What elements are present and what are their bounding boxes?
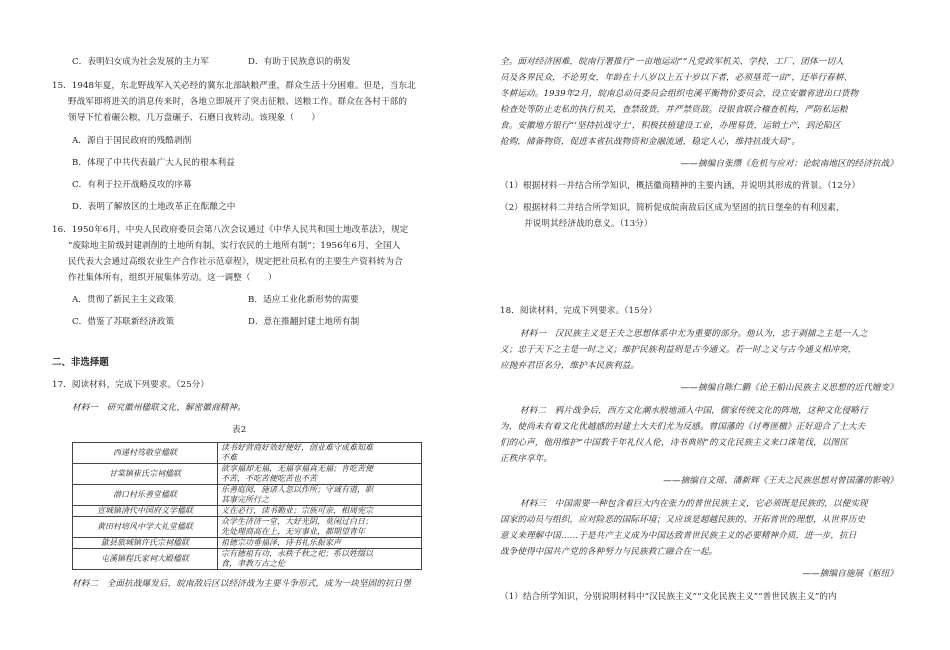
table-row (73, 549, 422, 570)
m2-line4: 检查处等防止走私的执行机关，查禁敌货，并严禁资敌。设银食联合稽查机构，严防私运粮 (500, 105, 848, 115)
cell-line: 欲享福却无福，无福享福真无福；肯吃苦便 (221, 464, 373, 473)
q15-option-d: D．表明了解放区的土地改革正在酝酿之中 (72, 202, 236, 212)
q14-option-d: D．有助于民族意识的萌发 (248, 57, 351, 67)
q16-stem-line3: 民代表大会通过高级农业生产合作社示范章程》，规定把社员私有的主要生产资料转为合 (68, 257, 403, 267)
table-cell-text (218, 517, 422, 538)
table-row (73, 517, 422, 538)
cell-line: 不苦，不吃苦便吃苦也不苦 (221, 474, 317, 483)
cell-line: 食，聿教万古之伦 (221, 559, 285, 568)
table-cell-name: 黄田村培风中学大礼堂楹联 (73, 517, 218, 538)
m2-line5: 食。安徽地方银行“‘坚持抗战守土’，积极扶植建设工业，办理易货，运销土产，到沦陷区 (500, 121, 841, 131)
m2-line3: 冬耕运动。1939年2月，皖南总动员委员会组织屯溪平衡物价委员会，设立安徽省进出口货物 (500, 89, 859, 99)
cell-line: 先处理商高在上，无穷事业，都期望青年 (221, 527, 365, 536)
table-cell-text: 祖德宗功垂福泽，诗书礼乐振家声 (218, 538, 422, 549)
table-cell-text (218, 485, 422, 506)
table-cell-name: 宣城镇清代中国府义学楹联 (73, 506, 218, 517)
q18-m2-line2: 为，使尚未有着文化优越感的封建士大夫们尤为反感。曾国藩的《讨粤匪檄》正好迎合了士大夫 (500, 422, 866, 432)
table-cell-name: 潜口村乐善堂楹联 (73, 485, 218, 506)
table-cell-text (218, 464, 422, 485)
q18-sub1: （1）结合所学知识，分别说明材料中“汉民族主义”“文化民族主义”“普世民族主义”的内 (500, 592, 837, 602)
cell-line: 其事完所行之 (221, 495, 269, 504)
q18-m3-line3: 意义来理解中国……于是共产主义成为中国达致普世民族主义的必要精神介质，进一步，抗日 (500, 531, 857, 541)
q14-option-c: C．表明妇女成为社会发展的主力军 (72, 57, 210, 67)
table-cell-text (218, 549, 422, 570)
q17-sub1: （1）根据材料一并结合所学知识，概括徽商精神的主要内涵，并说明其形成的背景。（12分） (500, 181, 861, 191)
q16-option-b: B．适应工业化新形势的需要 (248, 295, 359, 305)
table-cell-name: 歙县旅城镇许氏宗祠楹联 (73, 538, 218, 549)
m2-source: ——摘编自张缵《危机与应对：论皖南地区的经济抗战》 (680, 159, 898, 169)
q18-m2-line4: 正秩序享年。 (500, 454, 553, 464)
table-cell-name: 甘棠镇崔氏宗祠楹联 (73, 464, 218, 485)
q16-stem-line1: 16．1950年6月，中央人民政府委员会第八次会议通过《中华人民共和国土地改革法》，规定 (52, 225, 409, 235)
q16-stem-line4: 作社集体所有，组织开展集体劳动。这一调整（ ） (68, 273, 277, 283)
m2-line1: 全。面对经济困难，皖南行署推行“一亩地运动”“凡党政军机关、学校、工厂、团体一切人 (500, 57, 844, 67)
table-row (73, 538, 422, 549)
cell-line: 众学生济济一堂，大好光阴，莫闲过白日； (221, 517, 373, 526)
q18-m3-line2: 国家的动员与组织，应对险恶的国际环境；又应该是超越民族的、开拓普世的理想，从世界历史 (500, 515, 866, 525)
q15-option-c: C．有利于拉开战略反攻的序幕 (72, 180, 192, 190)
cell-line: 乐善庭阅，施诸人忽以作所；守诚有道，职 (221, 485, 373, 494)
q18-m3-line1: 材料三 中国需要一种包含着巨大内在张力的普世民族主义，它必须既是民族的，以便实现 (520, 499, 868, 509)
m2-line2: 员及各界民众，不论男女，年龄在十八岁以上五十岁以下者，必须垦荒一亩”，还举行春耕、 (500, 73, 853, 83)
q17-sub2-line2: 并说明其经济战的意义。（13分） (524, 219, 653, 229)
q18-m2-line3: 们的心声，他用维护“中国数千年礼仪人伦，诗书典则”的文化民族主义来口诛笔伐，以图匡 (500, 438, 849, 448)
q17-material1: 材料一 研究徽州楹联文化，解密徽商精神。 (72, 403, 246, 413)
q15-option-b: B．体现了中共代表最广大人民的根本利益 (72, 158, 235, 168)
q15-stem-line3: 领导下忙着碾公粮，几万盘碾子、石磨日夜转动。该现象（ ） (68, 113, 321, 123)
table-cell-name: 屯溪镇程氏家祠大殿楹联 (73, 549, 218, 570)
table-cell-text: 义在必行，读书勤业；宗族可亲，相周宪宗 (218, 506, 422, 517)
table-caption: 表2 (232, 425, 247, 435)
q17-material2-start: 材料二 全面抗战爆发后，皖南敌后区以经济战为主要斗争形式，成为一块坚固的抗日堡 (72, 579, 412, 589)
table-row (73, 464, 422, 485)
q16-stem-line2: “废除地主阶级封建剥削的土地所有制，实行农民的土地所有制”；1956年6月，全国人 (68, 241, 401, 251)
table-row (73, 443, 422, 464)
q18-m2-line1: 材料二 鸦片战争后，西方文化潮水般地涌入中国，儒家传统文化的阵地，这种文化侵略行 (520, 406, 868, 416)
q16-option-c: C．借鉴了苏联新经济政策 (72, 317, 175, 327)
q18-m3-line4: 战争使得中国共产党的各种努力与民族救亡融合在一起。 (500, 547, 718, 557)
table-row (73, 485, 422, 506)
couplet-table (72, 442, 422, 570)
q18-m1-line1: 材料一 汉民族主义是王夫之思想体系中尤为重要的部分。他认为，忠于剥捕之主是一人之 (520, 329, 868, 339)
cell-line: 不难 (221, 453, 237, 462)
cell-line: 读书好营商好效好便好，创业难守成难知难 (221, 443, 373, 452)
q18-m2-source: ——摘编自文瑶、潘新辉《王夫之民族思想对曾国藩的影响》 (663, 476, 898, 486)
cell-line: 宗有德祖有功，永秩千秋之祀；系以姓缀以 (221, 549, 373, 558)
q17-sub2-line1: （2）根据材料二并结合所学知识，简析促成皖南敌后区成为坚固的抗日堡垒的有利因素， (500, 203, 845, 213)
m2-line6: 抢购，储备物资，促进本省抗战物资和金融流通，稳定人心，维持抗战大局”。 (500, 137, 801, 147)
q18-stem: 18．阅读材料，完成下列要求。（15分） (500, 306, 658, 316)
q15-option-a: A．源自于国民政府的残酷剥削 (72, 136, 192, 146)
table-cell-name: 西递村笃敬堂楹联 (73, 443, 218, 464)
table-row (73, 506, 422, 517)
q16-option-d: D．意在推翻封建土地所有制 (248, 317, 360, 327)
q18-m1-source: ——摘编自陈仁鹏《论王船山民族主义思想的近代嬗变》 (680, 383, 898, 393)
q15-stem-line2: 野战军即将进关的消息传来时，各地立即展开了突击征粮、送粮工作。群众在各村干部的 (68, 97, 408, 107)
q18-m1-line2: 义；忠于天下之主是一时之义；维护民族利益则是古今通义。若一时之义与古今通义相冲突， (500, 345, 857, 355)
q16-option-a: A．贯彻了新民主主义政策 (72, 295, 174, 305)
table-cell-text (218, 443, 422, 464)
q15-stem-line1: 15．1948年夏，东北野战军入关必经的冀东北部缺粮严重，群众生活十分困难。但是，当东北 (52, 81, 416, 91)
q18-m3-source: ——摘编自施展《枢纽》 (802, 569, 898, 579)
q17-stem: 17．阅读材料，完成下列要求。（25分） (52, 380, 210, 390)
section-title-non-choice: 二、非选择题 (52, 357, 109, 368)
q18-m1-line3: 应抛弃君臣名分，维护本民族利益。 (500, 361, 640, 371)
